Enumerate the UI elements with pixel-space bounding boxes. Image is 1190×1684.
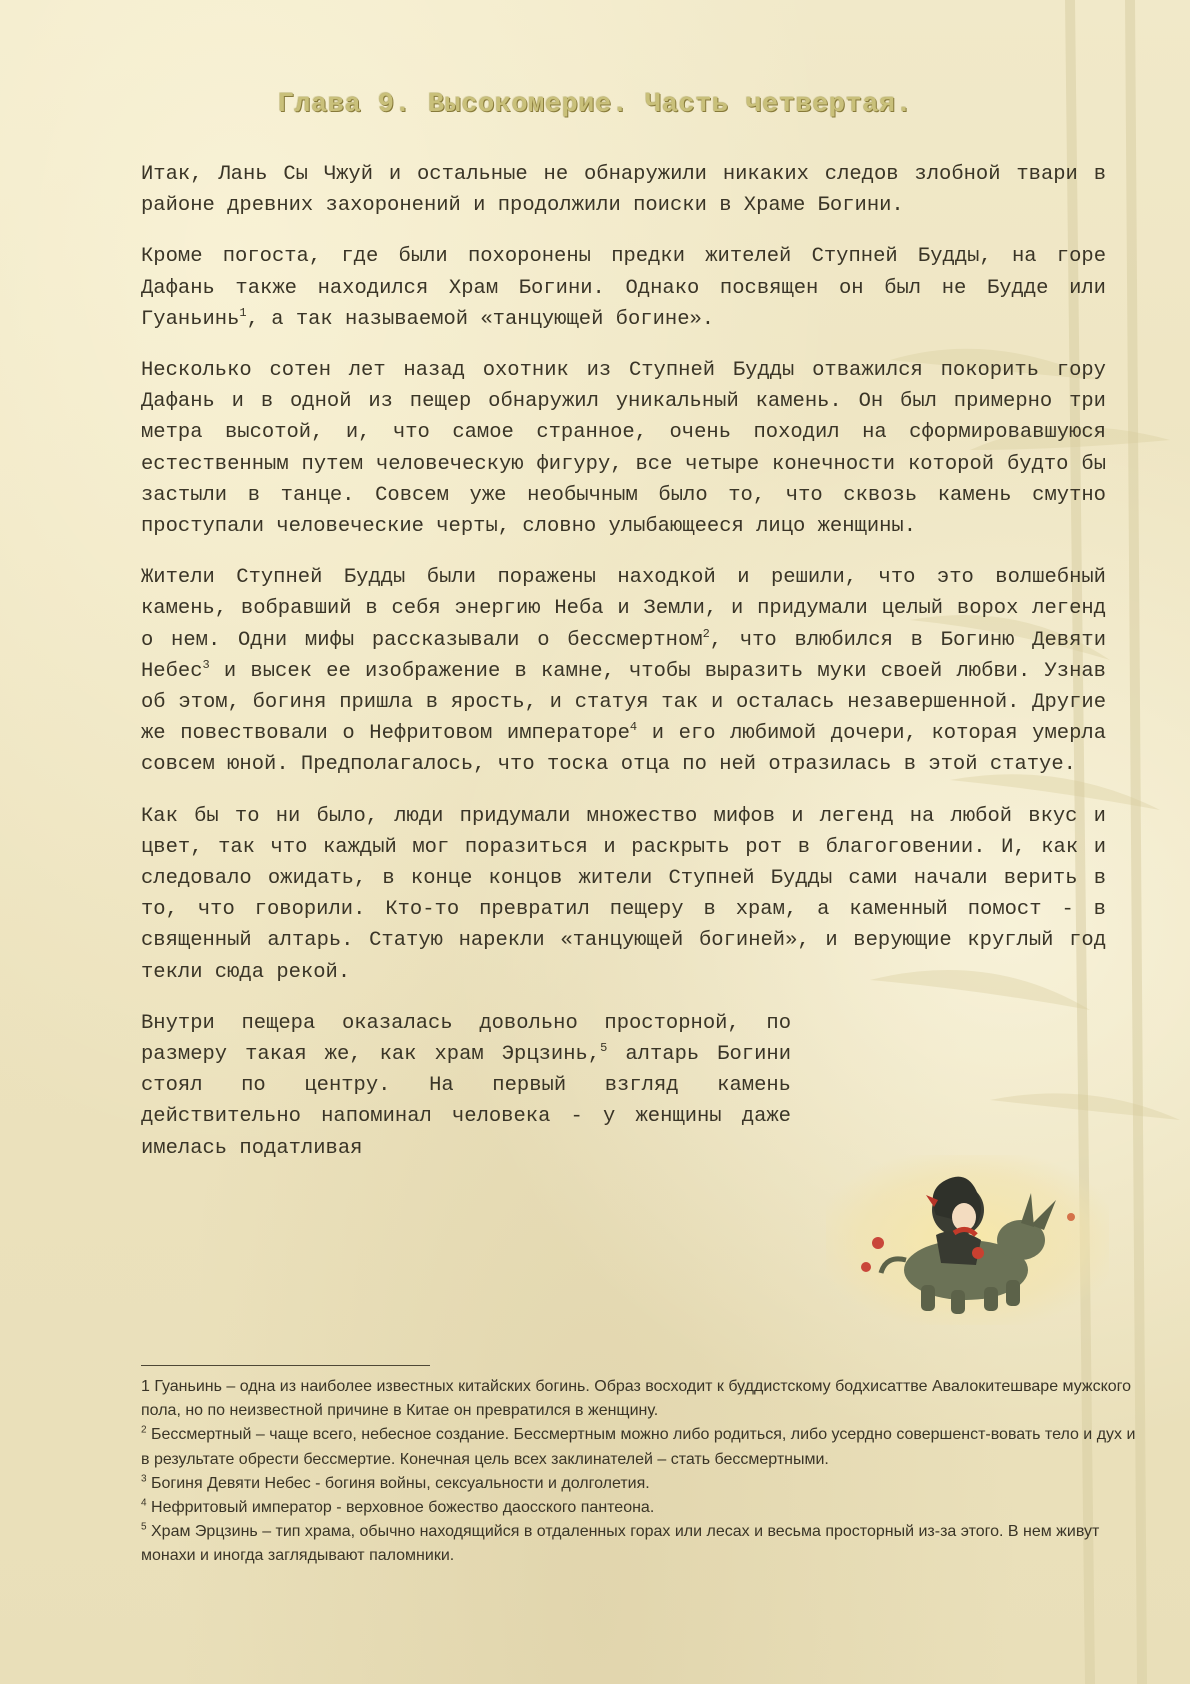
footnote-divider [141, 1365, 430, 1366]
footnote-ref-1[interactable]: 1 [239, 305, 247, 320]
paragraph-6-text-a: Внутри пещера оказалась довольно просторной, по размеру такая же, как храм Эрцзинь, [141, 1011, 791, 1067]
paragraph-2-text-b: , а так называемой «танцующей богине». [246, 307, 715, 331]
footnote-2-text: Бессмертный – чаще всего, небесное создание. Бессмертным можно либо родиться, либо усердно совершенст-вовать тело и дух и в результате обрести бессмертие. Конечная цель всех заклинателей – стать бессмертными. [141, 1426, 1136, 1468]
footnote-1-text: 1 Гуаньинь – одна из наиболее известных китайских богинь. Образ восходит к буддистскому бодхисаттве Авалокитешваре мужского пола, но по неизвестной причине в Китае он превратился в женщину. [141, 1378, 1132, 1420]
paragraph-2-text-a: Кроме погоста, где были похоронены предки жителей Ступней Будды, на горе Дафань также находился Храм Богини. Однако посвящен он был не Будде или Гуаньинь [141, 245, 1106, 331]
footnote-ref-4[interactable]: 4 [629, 720, 638, 735]
footnote-4-text: Нефритовый император - верховное божество даосского пантеона. [146, 1499, 655, 1517]
chapter-body [141, 159, 1106, 1184]
paragraph-4-text-a: Жители Ступней Будды были поражены находкой и решили, что это волшебный камень, вобравший в себя энергию Неба и Земли, и придумали целый ворох легенд о нем. Одни мифы рассказывали о бессмертном [141, 566, 1106, 652]
chapter-title: Глава 9. Высокомерие. Часть четвертая. [277, 90, 913, 120]
footnote-3 [141, 1472, 1141, 1496]
footnote-3-mark: 3 [141, 1473, 147, 1485]
paragraph-6 [141, 1008, 791, 1164]
footnote-1 [141, 1375, 1141, 1423]
footnote-2 [141, 1423, 1141, 1471]
footnote-ref-5[interactable]: 5 [600, 1041, 608, 1056]
footnote-ref-3[interactable]: 3 [202, 658, 210, 673]
footnote-5 [141, 1520, 1141, 1568]
paragraph-1: Итак, Лань Сы Чжуй и остальные не обнаружили никаких следов злобной твари в районе древних захоронений и продолжили поиски в Храме Богини. [141, 163, 1106, 218]
footnote-4 [141, 1496, 1141, 1520]
paragraph-4 [141, 562, 1106, 780]
paragraph-3: Несколько сотен лет назад охотник из Ступней Будды отважился покорить гору Дафань и в одной из пещер обнаружил уникальный камень. Он был примерно три метра высотой, и, что самое странное, очень походил на сформировавшуюся естественным путем человеческую фигуру, все четыре конечности которой будто бы застыли в танце. Совсем уже необычным было то, что сквозь камень смутно проступали человеческие черты, словно улыбающееся лицо женщины. [141, 359, 1106, 539]
footnote-5-mark: 5 [141, 1521, 147, 1533]
footnote-5-text: Храм Эрцзинь – тип храма, обычно находящийся в отдаленных горах или лесах и весьма просторный из-за этого. В нем живут монахи и иногда заглядывают паломники. [141, 1523, 1100, 1565]
footnote-2-mark: 2 [141, 1425, 147, 1437]
footnote-4-mark: 4 [141, 1497, 147, 1509]
paragraph-4-text-b: , что влюбился в Богиню Девяти Небес [141, 628, 1106, 683]
paragraph-5: Как бы то ни было, люди придумали множество мифов и легенд на любой вкус и цвет, так что каждый мог поразиться и раскрыть рот в благоговении. И, как и следовало ожидать, в конце концов жители Ступней Будды сами начали верить в то, что говорили. Кто-то превратил пещеру в храм, а каменный помост - в священный алтарь. Статую нарекли «танцующей богиней», и верующие круглый год текли сюда рекой. [141, 804, 1106, 984]
footnote-ref-2[interactable]: 2 [702, 626, 710, 641]
footnotes [141, 1375, 1141, 1569]
footnote-3-text: Богиня Девяти Небес - богиня войны, сексуальности и долголетия. [146, 1474, 650, 1492]
paragraph-6-text-b: алтарь Богини стоял по центру. На первый взгляд камень действительно напоминал человека - у женщины даже имелась податливая [141, 1043, 791, 1160]
chibi-donkey-illustration [826, 1155, 1109, 1325]
paragraph-4-text-d: и его любимой дочери, которая умерла совсем юной. Предполагалось, что тоска отца по ней отразилась в этой статуе. [141, 722, 1106, 777]
paragraph-2 [141, 241, 1106, 335]
paragraph-4-text-c: и высек ее изображение в камне, чтобы выразить муки своей любви. Узнав об этом, богиня пришла в ярость, и статуя так и осталась незавершенной. Другие же повествовали о Нефритовом императоре [141, 659, 1106, 746]
